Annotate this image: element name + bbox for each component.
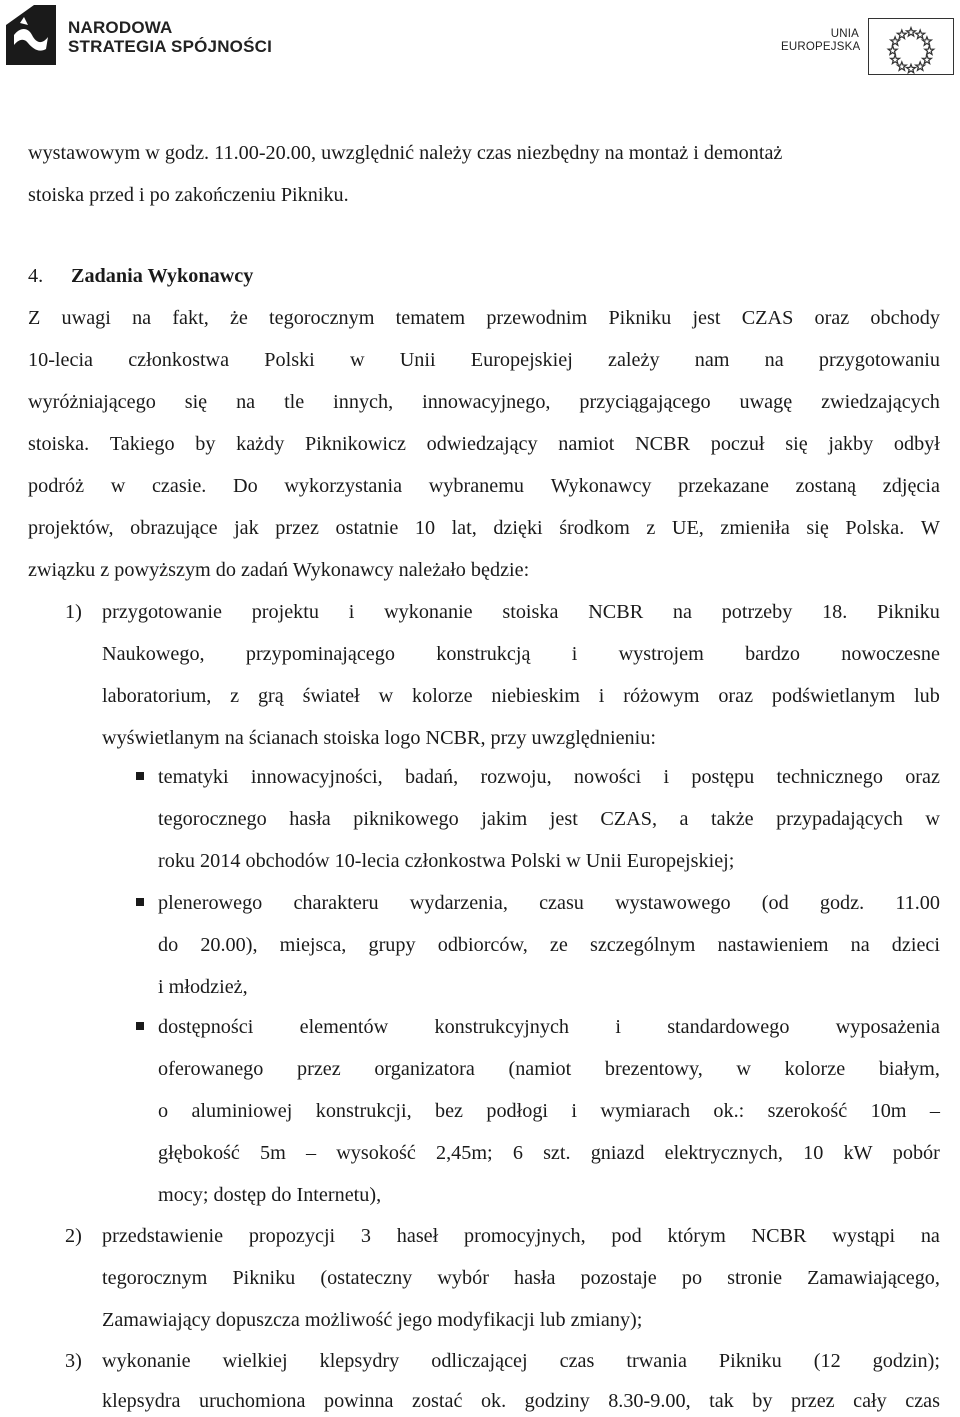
word: Polski: [264, 349, 315, 371]
word: pozostaje: [580, 1267, 657, 1289]
word: konstrukcyjnych: [434, 1016, 570, 1038]
word: powinna: [323, 1390, 394, 1412]
word: 2,45m;: [436, 1142, 493, 1164]
word: oraz: [814, 307, 850, 329]
word: szt.: [543, 1142, 571, 1164]
word: tegorocznym: [269, 307, 375, 329]
word: stoiska.: [28, 433, 90, 455]
word: Pikniku: [608, 307, 672, 329]
word: innych,: [333, 391, 394, 413]
word: w: [110, 475, 126, 497]
list-item-number: 1): [65, 601, 82, 623]
word: badań,: [404, 766, 459, 788]
text-line: [102, 684, 940, 708]
word: wybór: [437, 1267, 489, 1289]
word: wystawowego: [615, 892, 731, 914]
word: by: [752, 1390, 773, 1412]
word: na: [764, 349, 784, 371]
word: stronie: [727, 1267, 783, 1289]
word: środkom: [559, 517, 630, 539]
word: podświetlanym: [771, 685, 896, 707]
word: wystrojem: [618, 643, 704, 665]
text-line: [158, 1015, 940, 1039]
word: plenerowego: [158, 892, 263, 914]
word: elektrycznych,: [664, 1142, 783, 1164]
word: jakim: [481, 808, 528, 830]
word: (od: [761, 892, 789, 914]
word: Pikniku: [877, 601, 940, 623]
word: 10-lecia: [28, 349, 94, 371]
text-line: i młodzież,: [158, 976, 248, 998]
word: godzin);: [872, 1350, 940, 1372]
word: ze: [549, 934, 568, 956]
word: na: [850, 934, 870, 956]
word: Z: [28, 307, 41, 329]
word: fakt,: [172, 307, 209, 329]
word: grą: [257, 685, 284, 707]
word: promocyjnych,: [464, 1225, 586, 1247]
word: kW: [843, 1142, 873, 1164]
word: wielkiej: [222, 1350, 288, 1372]
word: NCBR: [751, 1225, 807, 1247]
word: jest: [692, 307, 721, 329]
word: przewodnim: [486, 307, 588, 329]
word: projektu: [251, 601, 319, 623]
word: dostępności: [158, 1016, 254, 1038]
word: po: [681, 1267, 703, 1289]
text-line: [28, 432, 940, 456]
word: W: [920, 517, 940, 539]
word: (namiot: [508, 1058, 572, 1080]
text-line: [102, 1266, 940, 1290]
word: wyróżniającego: [28, 391, 156, 413]
word: czasie.: [151, 475, 207, 497]
word: oferowanego: [158, 1058, 264, 1080]
list-item-number: 2): [65, 1225, 82, 1247]
nss-logo-icon: [6, 5, 56, 65]
word: pobór: [892, 1142, 940, 1164]
section-number: 4.: [28, 265, 44, 287]
word: lub: [914, 685, 940, 707]
word: wybranemu: [428, 475, 525, 497]
word: NCBR: [635, 433, 691, 455]
word: czas: [559, 1350, 595, 1372]
word: 10: [803, 1142, 824, 1164]
word: godziny: [524, 1390, 590, 1412]
word: Unii: [399, 349, 436, 371]
word: Zamawiającego,: [807, 1267, 940, 1289]
word: i: [571, 643, 578, 665]
word: różowym: [623, 685, 700, 707]
word: szczególnym: [589, 934, 696, 956]
word: 8.30-9.00,: [608, 1390, 691, 1412]
word: propozycji: [248, 1225, 336, 1247]
word: zwiedzających: [821, 391, 940, 413]
text-line: [102, 1389, 940, 1413]
word: organizatora: [374, 1058, 475, 1080]
word: oraz: [905, 766, 940, 788]
word: gniazd: [590, 1142, 645, 1164]
word: standardowego: [667, 1016, 790, 1038]
word: podróż: [28, 475, 85, 497]
word: się: [184, 391, 208, 413]
word: odbiorców,: [437, 934, 528, 956]
word: uwagi: [61, 307, 111, 329]
text-line: [28, 348, 940, 372]
word: namiot: [558, 433, 615, 455]
word: potrzeby: [721, 601, 793, 623]
word: hasła: [513, 1267, 556, 1289]
word: wysokość: [336, 1142, 416, 1164]
word: 5m: [260, 1142, 286, 1164]
word: oraz: [718, 685, 754, 707]
text-line: wyświetlanym na ścianach stoiska logo NCBR, przy uwzględnieniu:: [102, 727, 656, 749]
eu-flag-icon: [868, 18, 954, 75]
text-line: [158, 1141, 940, 1165]
word: i: [571, 1100, 578, 1122]
eu-logo-text: UNIA EUROPEJSKA: [781, 28, 861, 53]
word: na: [672, 601, 692, 623]
word: UE,: [671, 517, 704, 539]
word: odbył: [893, 433, 940, 455]
word: nastawieniem: [717, 934, 829, 956]
word: jak: [234, 517, 259, 539]
word: wydarzenia,: [409, 892, 508, 914]
word: 10: [414, 517, 436, 539]
text-line: Zamawiający dopuszcza możliwość jego modyfikacji lub zmiany);: [102, 1309, 643, 1331]
word: i: [663, 766, 670, 788]
word: przypadających: [776, 808, 903, 830]
word: ostatnie: [335, 517, 399, 539]
word: trwania: [626, 1350, 687, 1372]
word: by: [195, 433, 216, 455]
word: zostać: [412, 1390, 463, 1412]
word: przez: [297, 1058, 341, 1080]
text-line: [102, 600, 940, 624]
text-line: [158, 933, 940, 957]
word: także: [711, 808, 754, 830]
text-line: roku 2014 obchodów 10-lecia członkostwa Polski w Unii Europejskiej;: [158, 850, 735, 872]
list-item-number: 3): [65, 1350, 82, 1372]
word: kolorze: [784, 1058, 846, 1080]
word: że: [229, 307, 248, 329]
text-line: [28, 516, 940, 540]
text-line: [102, 642, 940, 666]
word: w: [925, 808, 940, 830]
word: ok.: [480, 1390, 507, 1412]
word: miejsca,: [279, 934, 347, 956]
word: w: [736, 1058, 752, 1080]
word: w: [378, 685, 394, 707]
word: 18.: [822, 601, 848, 623]
word: odwiedzający: [426, 433, 538, 455]
word: bardzo: [745, 643, 800, 665]
word: wykonanie: [102, 1350, 191, 1372]
word: jakby: [828, 433, 874, 455]
word: przygotowaniu: [818, 349, 940, 371]
word: charakteru: [293, 892, 379, 914]
word: aluminiowej: [191, 1100, 293, 1122]
word: (ostateczny: [320, 1267, 413, 1289]
word: laboratorium,: [102, 685, 212, 707]
bullet-icon: [136, 898, 144, 906]
word: haseł: [396, 1225, 439, 1247]
word: ok.:: [713, 1100, 745, 1122]
word: przygotowanie: [102, 601, 222, 623]
word: podłogi: [486, 1100, 549, 1122]
word: przekazane: [678, 475, 769, 497]
word: wyposażenia: [835, 1016, 940, 1038]
text-line: [158, 891, 940, 915]
bullet-icon: [136, 1022, 144, 1030]
word: tak: [709, 1390, 734, 1412]
word: uwagę: [739, 391, 793, 413]
word: elementów: [299, 1016, 389, 1038]
word: zostaną: [795, 475, 857, 497]
word: Wykonawcy: [550, 475, 652, 497]
word: jest: [549, 808, 578, 830]
text-line: mocy; dostęp do Internetu),: [158, 1184, 382, 1206]
text-line: [158, 1057, 940, 1081]
word: świateł: [302, 685, 360, 707]
word: CZAS,: [600, 808, 657, 830]
word: 3: [360, 1225, 372, 1247]
word: klepsydry: [319, 1350, 400, 1372]
text-line: stoiska przed i po zakończeniu Pikniku.: [28, 184, 349, 206]
word: wystąpi: [832, 1225, 896, 1247]
word: przez: [790, 1390, 835, 1412]
word: 20.00),: [200, 934, 258, 956]
word: Takiego: [109, 433, 175, 455]
word: NCBR: [588, 601, 644, 623]
word: tegorocznego: [158, 808, 267, 830]
word: zdjęcia: [882, 475, 940, 497]
word: szerokość: [767, 1100, 848, 1122]
word: Polska.: [845, 517, 905, 539]
word: przyciągającego: [579, 391, 711, 413]
word: a: [679, 808, 689, 830]
nss-logo-text: NARODOWA STRATEGIA SPÓJNOŚCI: [68, 18, 273, 56]
word: pod: [611, 1225, 642, 1247]
word: –: [305, 1142, 317, 1164]
word: brezentowy,: [604, 1058, 703, 1080]
word: nam: [694, 349, 730, 371]
word: konstrukcji,: [315, 1100, 412, 1122]
word: 6: [512, 1142, 523, 1164]
word: kolorze: [412, 685, 473, 707]
text-line: [158, 765, 940, 789]
word: cały: [853, 1390, 887, 1412]
word: czas: [905, 1390, 940, 1412]
word: tematem: [395, 307, 466, 329]
word: Pikniku: [718, 1350, 782, 1372]
word: obchody: [870, 307, 940, 329]
word: postępu: [691, 766, 755, 788]
word: białym,: [878, 1058, 940, 1080]
word: na: [132, 307, 152, 329]
word: do: [158, 934, 179, 956]
word: się: [806, 517, 829, 539]
word: każdy: [236, 433, 285, 455]
word: technicznego: [776, 766, 883, 788]
word: piknikowego: [353, 808, 459, 830]
text-line: [28, 306, 940, 330]
word: obrazujące: [130, 517, 218, 539]
word: zmieniła: [720, 517, 790, 539]
text-line: wystawowym w godz. 11.00-20.00, uwzględnić należy czas niezbędny na montaż i demontaż: [28, 142, 783, 164]
word: i: [615, 1016, 621, 1038]
text-line: [158, 1099, 940, 1123]
word: stoiska: [502, 601, 559, 623]
word: dzieci: [891, 934, 940, 956]
word: i: [348, 601, 355, 623]
text-line: [28, 474, 940, 498]
word: się: [785, 433, 808, 455]
word: 10m: [870, 1100, 907, 1122]
word: lat,: [451, 517, 477, 539]
word: 11.00: [895, 892, 940, 914]
word: innowacyjnego,: [422, 391, 551, 413]
word: czasu: [539, 892, 584, 914]
word: innowacyjności,: [250, 766, 383, 788]
word: przez: [275, 517, 319, 539]
word: z: [646, 517, 656, 539]
text-line: [158, 807, 940, 831]
text-line: [102, 1349, 940, 1373]
word: Piknikowicz: [305, 433, 406, 455]
word: odliczającej: [431, 1350, 528, 1372]
word: hasła: [289, 808, 331, 830]
word: (12: [813, 1350, 841, 1372]
word: o: [158, 1100, 169, 1122]
word: dzięki: [493, 517, 543, 539]
word: przedstawienie: [102, 1225, 224, 1247]
text-line: [102, 1224, 940, 1248]
word: wykonanie: [384, 601, 473, 623]
word: poczuł: [710, 433, 765, 455]
word: którym: [667, 1225, 726, 1247]
word: w: [349, 349, 365, 371]
word: godz.: [819, 892, 865, 914]
word: konstrukcją: [436, 643, 531, 665]
word: i: [598, 685, 605, 707]
word: przypominającego: [245, 643, 395, 665]
word: nowości: [573, 766, 642, 788]
section-title: Zadania Wykonawcy: [71, 265, 254, 287]
word: wykorzystania: [284, 475, 403, 497]
word: tegorocznym: [102, 1267, 208, 1289]
word: bez: [434, 1100, 463, 1122]
word: na: [236, 391, 256, 413]
word: CZAS: [741, 307, 794, 329]
word: nowoczesne: [841, 643, 940, 665]
word: projektów,: [28, 517, 114, 539]
bullet-icon: [136, 772, 144, 780]
word: Naukowego,: [102, 643, 205, 665]
text-line: związku z powyższym do zadań Wykonawcy należało będzie:: [28, 559, 530, 581]
word: Europejskiej: [470, 349, 573, 371]
word: uruchomiona: [198, 1390, 306, 1412]
word: Do: [232, 475, 258, 497]
word: tle: [284, 391, 305, 413]
word: na: [920, 1225, 940, 1247]
word: głębokość: [158, 1142, 240, 1164]
word: tematyki: [158, 766, 229, 788]
word: grupy: [368, 934, 416, 956]
word: zależy: [608, 349, 660, 371]
word: klepsydra: [102, 1390, 181, 1412]
page-header: [0, 0, 960, 75]
word: wymiarach: [600, 1100, 691, 1122]
word: Pikniku: [232, 1267, 296, 1289]
word: –: [929, 1100, 940, 1122]
word: niebieskim: [491, 685, 580, 707]
word: rozwoju,: [480, 766, 552, 788]
word: członkostwa: [128, 349, 230, 371]
word: z: [230, 685, 240, 707]
text-line: [28, 390, 940, 414]
